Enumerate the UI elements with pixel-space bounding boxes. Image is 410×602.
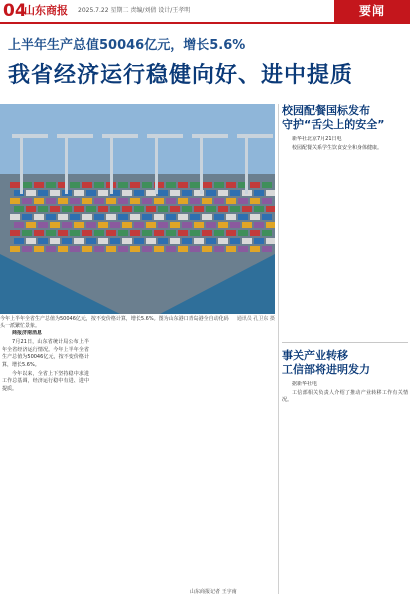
photo-container [110, 222, 120, 228]
photo-container [214, 198, 224, 204]
photo-container [182, 206, 192, 212]
photo-container [98, 190, 108, 196]
photo-container [38, 238, 48, 244]
photo-container [82, 246, 92, 252]
photo-container [190, 214, 200, 220]
photo-container [158, 238, 168, 244]
story1-title: 校园配餐国标发布 [282, 104, 370, 117]
photo-container [230, 190, 240, 196]
photo-container [190, 182, 200, 188]
photo-container [122, 206, 132, 212]
photo-container [146, 222, 156, 228]
photo-container [166, 230, 176, 236]
photo-container [142, 230, 152, 236]
photo-container [134, 222, 144, 228]
photo-container [74, 190, 84, 196]
photo-container [26, 206, 36, 212]
photo-container [158, 206, 168, 212]
photo-container [238, 198, 248, 204]
photo-container [14, 222, 24, 228]
photo-container [34, 182, 44, 188]
photo-container [254, 238, 264, 244]
body-column-2 [93, 330, 180, 592]
photo-container [214, 230, 224, 236]
body-column-1 [2, 330, 89, 592]
photo-container [26, 238, 36, 244]
photo-container [94, 246, 104, 252]
photo-container [34, 246, 44, 252]
photo-crane-boom [57, 134, 93, 138]
photo-container [130, 230, 140, 236]
photo-container [226, 198, 236, 204]
photo-crane-leg [65, 134, 68, 194]
photo-container [94, 182, 104, 188]
photo-container [50, 190, 60, 196]
photo-container [10, 182, 20, 188]
photo-container [142, 182, 152, 188]
photo-container [170, 206, 180, 212]
photo-container [226, 246, 236, 252]
photo-container [14, 238, 24, 244]
sidebar-paragraph: 新华社北京7月21日电 [292, 136, 342, 142]
photo-container [230, 206, 240, 212]
photo-container [134, 238, 144, 244]
photo-container [106, 198, 116, 204]
photo-crane-boom [102, 134, 138, 138]
photo-container [86, 206, 96, 212]
masthead [0, 0, 410, 22]
photo-container [106, 230, 116, 236]
body-subhead: 商报济南消息 [12, 330, 43, 336]
photo-container [62, 238, 72, 244]
photo-crane-leg [200, 134, 203, 194]
photo-container [206, 190, 216, 196]
photo-container [14, 206, 24, 212]
photo-container [166, 214, 176, 220]
body-paragraph: 今年以来，全省上下坚持稳中求进工作总基调，经济运行稳中有进、进中提质。 [2, 371, 89, 392]
photo-crane-boom [237, 134, 273, 138]
photo-container [154, 198, 164, 204]
photo-container [10, 214, 20, 220]
photo-container [254, 190, 264, 196]
photo-container [202, 214, 212, 220]
photo-container [242, 206, 252, 212]
photo-container [238, 214, 248, 220]
photo-container [122, 222, 132, 228]
photo-container [38, 206, 48, 212]
photo-container [130, 182, 140, 188]
page-number: 04 [3, 1, 27, 21]
photo-container [82, 214, 92, 220]
photo-container [202, 198, 212, 204]
photo-crane-boom [147, 134, 183, 138]
photo-container [10, 198, 20, 204]
photo-container [154, 214, 164, 220]
photo-container [170, 190, 180, 196]
story1-body [282, 136, 408, 326]
photo-container [194, 222, 204, 228]
photo-container [130, 246, 140, 252]
photo-container [130, 198, 140, 204]
body-paragraph: 7月21日，山东省统计局公布上半年全省经济运行情况。今年上半年全省生产总值为50046亿元，按不变价格计算，增长5.6%。 [2, 339, 89, 368]
photo-container [118, 198, 128, 204]
photo-container [70, 182, 80, 188]
photo-container [86, 238, 96, 244]
photo-container [94, 230, 104, 236]
photo-container [242, 222, 252, 228]
sidebar-story-industry-transfer [282, 342, 408, 599]
photo-container [178, 246, 188, 252]
photo-credit: 通讯员 孔卫东 摄 [236, 316, 275, 322]
photo-container [50, 222, 60, 228]
photo-container [46, 246, 56, 252]
photo-container [106, 246, 116, 252]
photo-container [82, 182, 92, 188]
photo-container [134, 206, 144, 212]
lead-banner [0, 24, 410, 102]
photo-container [46, 182, 56, 188]
photo-crane-leg [245, 134, 248, 194]
photo-container [262, 246, 272, 252]
photo-container [230, 238, 240, 244]
photo-container [106, 214, 116, 220]
photo-container [142, 198, 152, 204]
photo-container [134, 190, 144, 196]
photo-container [170, 238, 180, 244]
photo-container [118, 230, 128, 236]
photo-container [154, 246, 164, 252]
story2-title: 事关产业转移 [282, 349, 348, 362]
photo-container [122, 190, 132, 196]
photo-container [146, 238, 156, 244]
photo-container [206, 206, 216, 212]
photo-container [242, 238, 252, 244]
photo-container [254, 222, 264, 228]
photo-container [70, 246, 80, 252]
photo-container [70, 214, 80, 220]
photo-container [266, 190, 275, 196]
photo-container [182, 222, 192, 228]
photo-container [254, 206, 264, 212]
section-tag: 要闻 [334, 0, 410, 22]
photo-container [34, 230, 44, 236]
photo-container [190, 230, 200, 236]
sidebar-paragraph: 据新华社电 [292, 381, 318, 387]
photo-container [74, 222, 84, 228]
photo-container [26, 222, 36, 228]
photo-sky [0, 104, 275, 174]
photo-container [86, 190, 96, 196]
photo-container [202, 182, 212, 188]
byline: 山东商报记者 王宇南 [190, 589, 237, 595]
photo-container [146, 206, 156, 212]
photo-container [250, 198, 260, 204]
photo-container [34, 214, 44, 220]
photo-container [98, 222, 108, 228]
sidebar-paragraph: 工信部相关负责人介绍了推动产业转移工作有关情况。 [282, 390, 408, 404]
photo-container [94, 214, 104, 220]
photo-container [182, 238, 192, 244]
photo-container [142, 214, 152, 220]
photo-container [58, 214, 68, 220]
photo-container [166, 198, 176, 204]
photo-container [266, 222, 275, 228]
photo-container [22, 230, 32, 236]
photo-container [182, 190, 192, 196]
photo-crane-leg [155, 134, 158, 194]
photo-container [70, 198, 80, 204]
photo-container [178, 182, 188, 188]
photo-container [58, 230, 68, 236]
photo-container [218, 238, 228, 244]
photo-crane-boom [192, 134, 228, 138]
photo-container [214, 214, 224, 220]
photo-container [194, 206, 204, 212]
photo-container [118, 182, 128, 188]
photo-container [190, 246, 200, 252]
photo-container [214, 246, 224, 252]
photo-container [266, 238, 275, 244]
photo-container [158, 190, 168, 196]
sidebar [282, 104, 408, 596]
photo-container [218, 222, 228, 228]
photo-container [262, 214, 272, 220]
photo-container [38, 190, 48, 196]
photo-container [178, 198, 188, 204]
photo-caption-text: 今年上半年全省生产总值为50046亿元，按不变价格计算，增长5.6%。图为山东港口青岛港全自动化码头一派繁忙景象。 [0, 316, 229, 329]
photo-container [250, 246, 260, 252]
photo-container [166, 246, 176, 252]
issue-info: 2025.7.22 星期二 责编/刘倩 设计/王孝明 [78, 7, 191, 14]
photo-container [46, 230, 56, 236]
sidebar-story-school-meals [282, 104, 408, 336]
photo-container [166, 182, 176, 188]
photo-crane-leg [20, 134, 23, 194]
photo-container [86, 222, 96, 228]
photo-container [118, 214, 128, 220]
photo-container [34, 198, 44, 204]
story2-body [282, 381, 408, 593]
photo-container [70, 230, 80, 236]
photo-container [46, 214, 56, 220]
photo-container [110, 238, 120, 244]
lead-kicker: 上半年生产总值50046亿元，增长5.6% [8, 38, 246, 53]
photo-container [202, 230, 212, 236]
photo-container [206, 222, 216, 228]
photo-caption [0, 316, 275, 330]
photo-container [46, 198, 56, 204]
photo-container [266, 206, 275, 212]
photo-container [158, 222, 168, 228]
photo-container [74, 206, 84, 212]
photo-container [94, 198, 104, 204]
photo-container [226, 230, 236, 236]
photo-container [142, 246, 152, 252]
photo-container [250, 182, 260, 188]
photo-container [82, 198, 92, 204]
photo-container [214, 182, 224, 188]
photo-container [98, 238, 108, 244]
port-photo [0, 104, 275, 314]
photo-crane-leg [110, 134, 113, 194]
photo-container [206, 238, 216, 244]
photo-container [218, 206, 228, 212]
photo-container [50, 206, 60, 212]
photo-container [118, 246, 128, 252]
photo-container [146, 190, 156, 196]
photo-container [38, 222, 48, 228]
photo-container [62, 206, 72, 212]
photo-container [82, 230, 92, 236]
photo-container [22, 214, 32, 220]
photo-container [250, 230, 260, 236]
photo-container [238, 246, 248, 252]
photo-container [58, 246, 68, 252]
photo-container [50, 238, 60, 244]
photo-container [218, 190, 228, 196]
photo-container [262, 182, 272, 188]
photo-container [178, 230, 188, 236]
story2-subtitle: 工信部将进明发力 [282, 363, 370, 376]
photo-container [238, 230, 248, 236]
photo-container [22, 246, 32, 252]
photo-container [226, 214, 236, 220]
photo-container [110, 206, 120, 212]
photo-container [58, 198, 68, 204]
story1-subtitle: 守护“舌尖上的安全” [282, 118, 385, 131]
photo-container [194, 238, 204, 244]
sidebar-paragraph: 校园配餐关系学生饮食安全和身体健康。 [292, 145, 383, 152]
photo-container [10, 246, 20, 252]
photo-container [22, 198, 32, 204]
photo-container [26, 190, 36, 196]
body-column-3 [184, 330, 271, 592]
paper-name: 山东商报 [24, 4, 68, 17]
port-illustration [0, 104, 275, 314]
photo-container [122, 238, 132, 244]
photo-container [62, 222, 72, 228]
photo-container [74, 238, 84, 244]
photo-container [154, 230, 164, 236]
photo-container [190, 198, 200, 204]
photo-container [130, 214, 140, 220]
photo-container [202, 246, 212, 252]
photo-crane-boom [12, 134, 48, 138]
column-divider [278, 104, 279, 594]
lead-headline: 我省经济运行稳健向好、进中提质 [8, 63, 354, 88]
photo-container [178, 214, 188, 220]
photo-container [262, 198, 272, 204]
photo-container [262, 230, 272, 236]
photo-container [250, 214, 260, 220]
photo-container [22, 182, 32, 188]
photo-container [230, 222, 240, 228]
photo-container [170, 222, 180, 228]
photo-container [226, 182, 236, 188]
photo-container [98, 206, 108, 212]
photo-container [10, 230, 20, 236]
